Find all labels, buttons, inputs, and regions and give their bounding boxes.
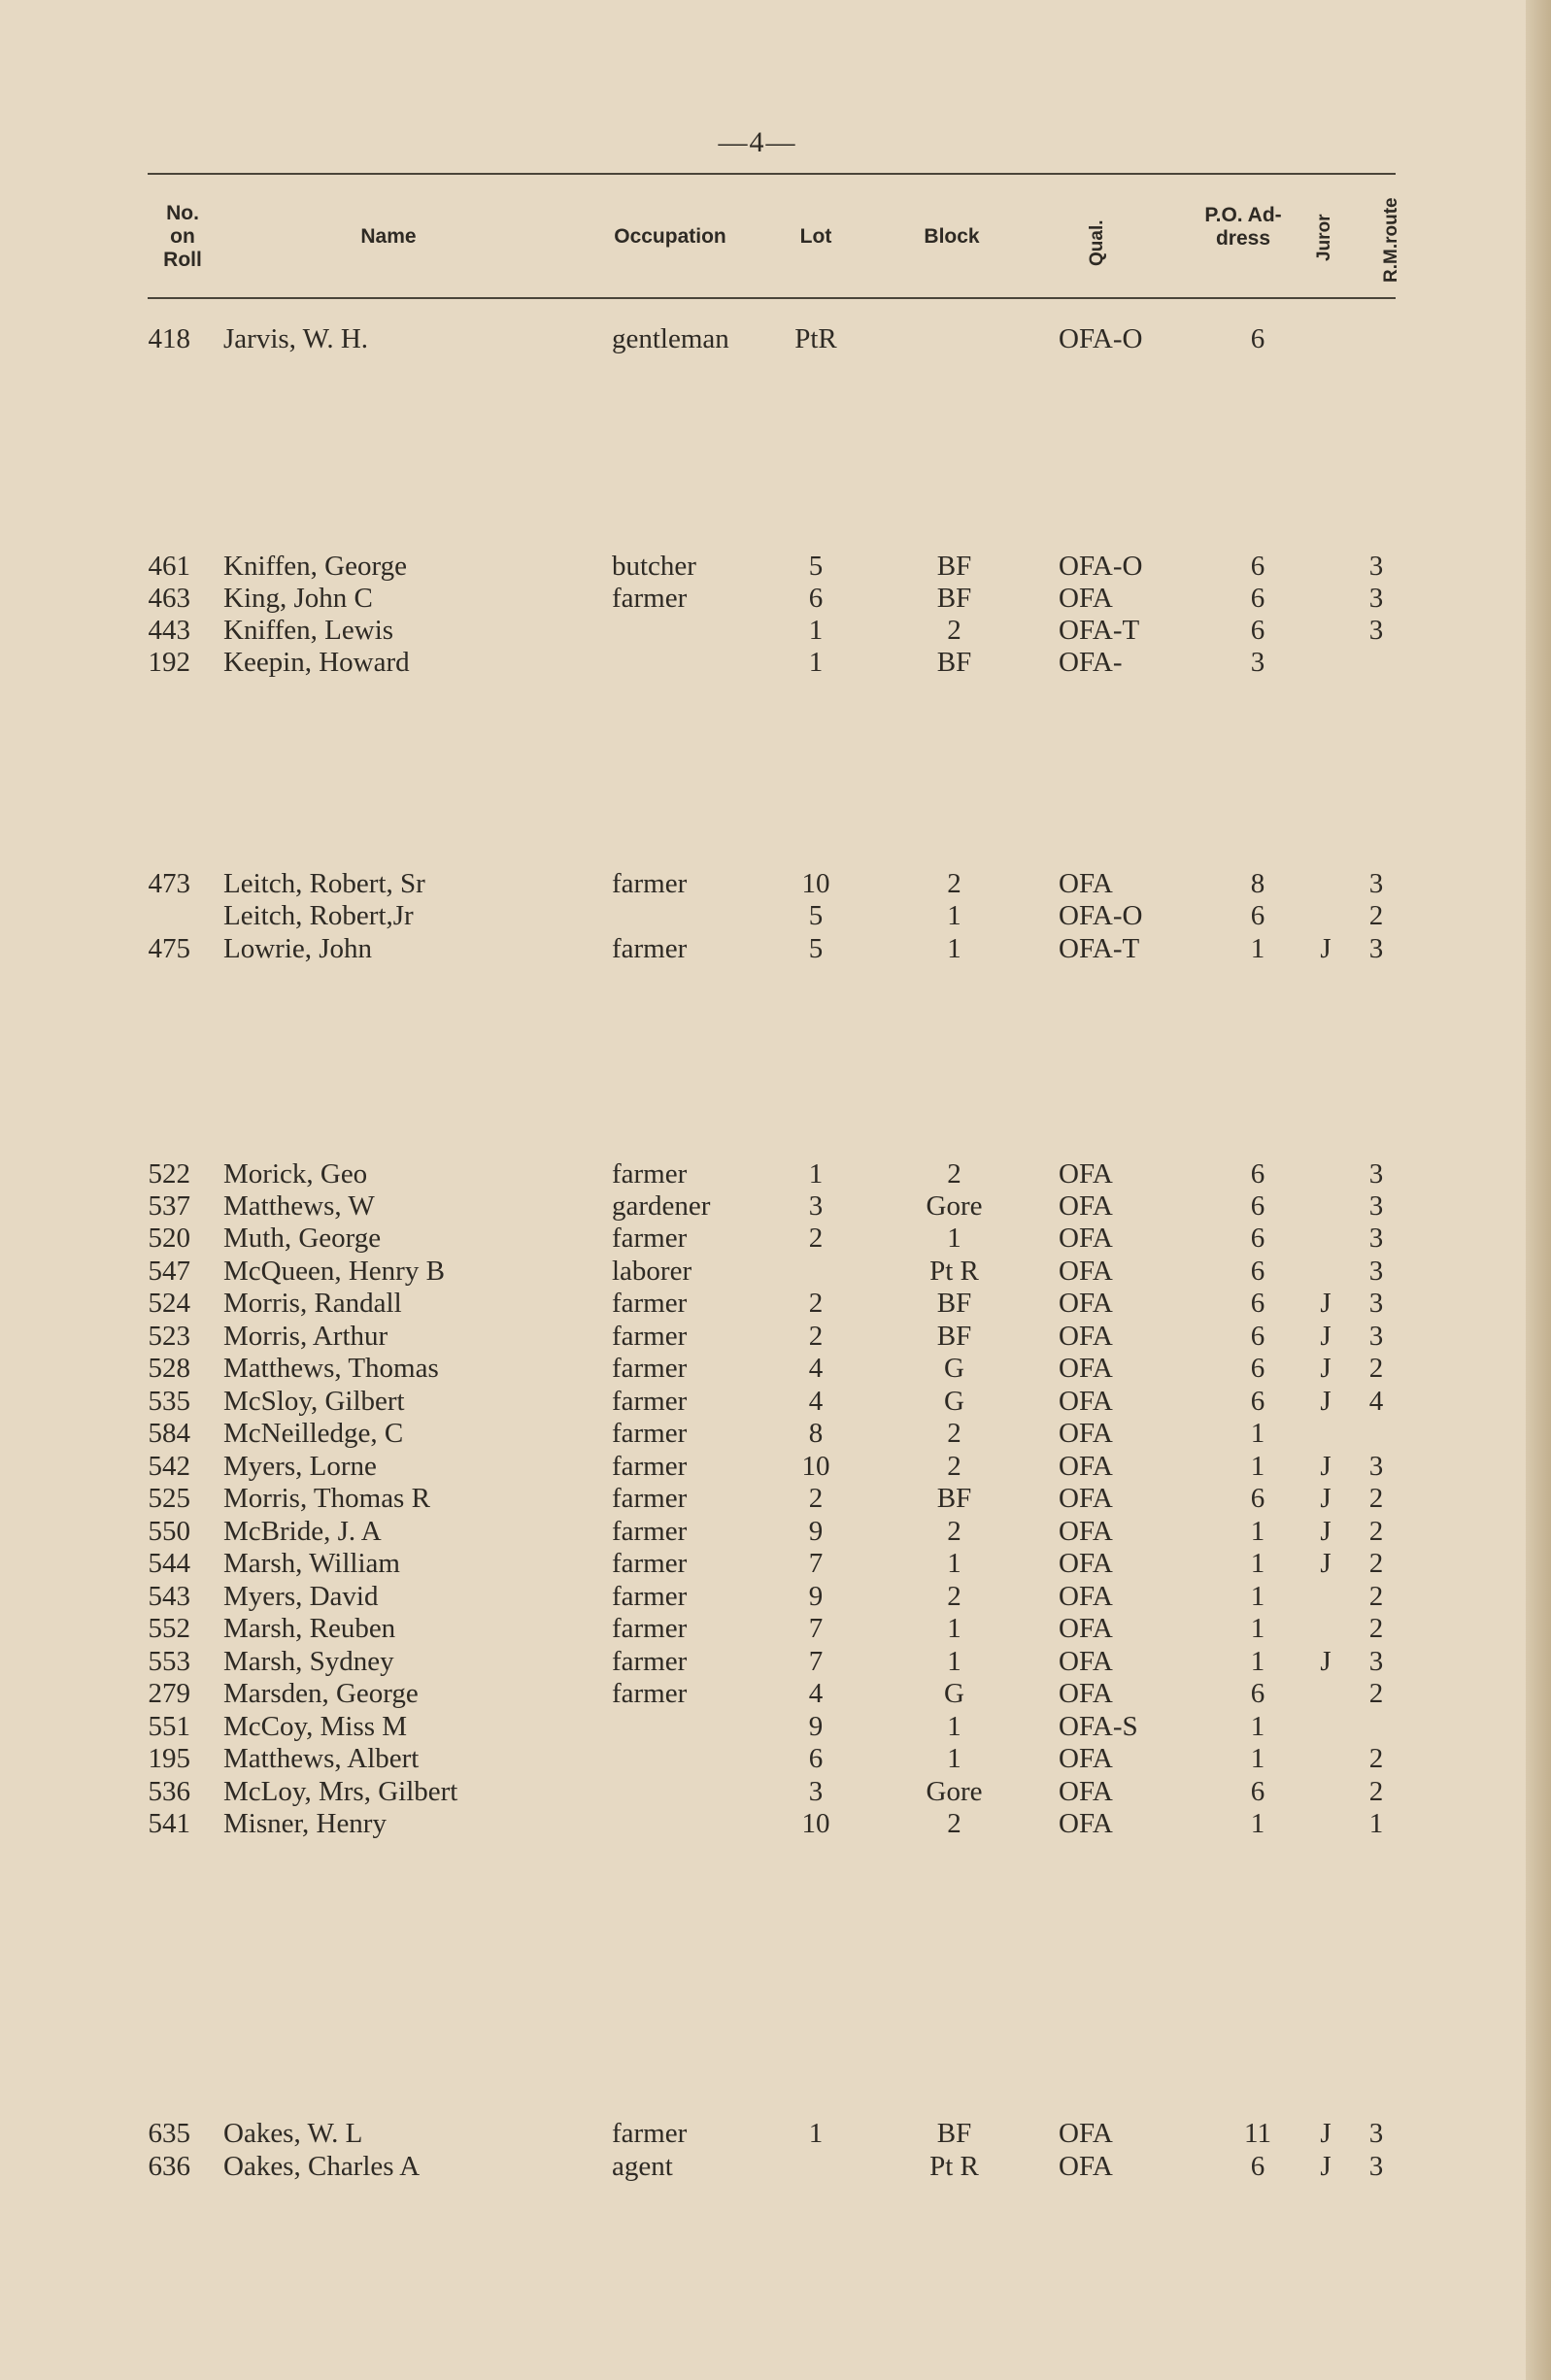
cell-lot: 5 xyxy=(808,933,824,964)
cell-name: Morris, Arthur xyxy=(223,1321,388,1352)
cell-route: 3 xyxy=(1368,2151,1384,2182)
cell-qual: OFA xyxy=(1059,1353,1113,1384)
cell-route: 3 xyxy=(1368,1256,1384,1287)
cell-occupation: gentleman xyxy=(612,323,729,354)
cell-block: Pt R xyxy=(929,2151,979,2182)
cell-qual: OFA-O xyxy=(1059,323,1143,354)
cell-juror: J xyxy=(1320,1516,1332,1547)
cell-route: 3 xyxy=(1368,1321,1384,1352)
cell-lot: 7 xyxy=(808,1646,824,1677)
cell-name: Jarvis, W. H. xyxy=(223,323,369,354)
header-roll: No. on Roll xyxy=(163,202,202,271)
cell-block: 2 xyxy=(947,1451,961,1482)
cell-occupation: farmer xyxy=(612,2118,688,2149)
table-row xyxy=(0,1580,1551,1613)
table-row xyxy=(0,1742,1551,1775)
cell-roll: 584 xyxy=(148,1418,190,1449)
cell-block: 1 xyxy=(947,1223,961,1254)
cell-roll: 418 xyxy=(148,323,190,354)
cell-lot: 6 xyxy=(808,583,824,614)
cell-lot: 2 xyxy=(808,1483,824,1514)
cell-lot: 3 xyxy=(808,1776,824,1807)
cell-route: 3 xyxy=(1368,1646,1384,1677)
cell-po: 1 xyxy=(1250,1808,1265,1839)
cell-name: Myers, David xyxy=(223,1581,379,1612)
cell-po: 6 xyxy=(1250,2151,1265,2182)
cell-name: Oakes, W. L xyxy=(223,2118,363,2149)
cell-qual: OFA xyxy=(1059,2118,1113,2149)
cell-route: 2 xyxy=(1368,1516,1384,1547)
cell-qual: OFA xyxy=(1059,1678,1113,1709)
cell-qual: OFA xyxy=(1059,2151,1113,2182)
cell-roll: 463 xyxy=(148,583,190,614)
cell-route: 4 xyxy=(1368,1386,1384,1417)
cell-route: 3 xyxy=(1368,933,1384,964)
cell-juror: J xyxy=(1320,2118,1332,2149)
table-row xyxy=(0,2117,1551,2150)
cell-lot: 2 xyxy=(808,1223,824,1254)
header-lot: Lot xyxy=(799,225,832,248)
cell-name: Leitch, Robert, Sr xyxy=(223,868,425,899)
cell-roll: 544 xyxy=(148,1548,190,1579)
cell-roll: 522 xyxy=(148,1158,190,1190)
cell-po: 1 xyxy=(1250,1743,1265,1774)
cell-juror: J xyxy=(1320,1548,1332,1579)
cell-po: 6 xyxy=(1250,1353,1265,1384)
cell-lot: 5 xyxy=(808,900,824,931)
header-qual: Qual. xyxy=(1087,219,1107,266)
cell-block: BF xyxy=(936,1483,972,1514)
table-row xyxy=(0,646,1551,679)
cell-occupation: butcher xyxy=(612,551,696,582)
table-row xyxy=(0,1222,1551,1255)
cell-qual: OFA-O xyxy=(1059,551,1143,582)
cell-po: 6 xyxy=(1250,1678,1265,1709)
cell-block: BF xyxy=(936,1321,972,1352)
cell-route: 2 xyxy=(1368,1548,1384,1579)
cell-name: Kniffen, George xyxy=(223,551,407,582)
cell-block: Pt R xyxy=(929,1256,979,1287)
cell-po: 1 xyxy=(1250,933,1265,964)
cell-occupation: farmer xyxy=(612,1223,688,1254)
cell-lot: 10 xyxy=(801,1808,830,1839)
cell-route: 3 xyxy=(1368,583,1384,614)
cell-occupation: farmer xyxy=(612,1581,688,1612)
cell-roll: 635 xyxy=(148,2118,190,2149)
cell-po: 1 xyxy=(1250,1581,1265,1612)
cell-block: BF xyxy=(936,1288,972,1319)
cell-roll: 541 xyxy=(148,1808,190,1839)
table-row xyxy=(0,1807,1551,1840)
cell-po: 6 xyxy=(1250,900,1265,931)
cell-name: McQueen, Henry B xyxy=(223,1256,445,1287)
cell-juror: J xyxy=(1320,1386,1332,1417)
table-row xyxy=(0,1385,1551,1418)
cell-route: 2 xyxy=(1368,900,1384,931)
cell-juror: J xyxy=(1320,1483,1332,1514)
cell-block: Gore xyxy=(926,1776,983,1807)
cell-route: 3 xyxy=(1368,2118,1384,2149)
cell-route: 3 xyxy=(1368,1158,1384,1190)
cell-po: 1 xyxy=(1250,1451,1265,1482)
cell-name: Marsh, William xyxy=(223,1548,400,1579)
header-bottom-rule xyxy=(148,297,1396,299)
cell-roll: 279 xyxy=(148,1678,190,1709)
cell-po: 6 xyxy=(1250,1288,1265,1319)
table-row xyxy=(0,2150,1551,2183)
cell-qual: OFA xyxy=(1059,583,1113,614)
cell-occupation: farmer xyxy=(612,1646,688,1677)
table-row xyxy=(0,1287,1551,1320)
cell-po: 1 xyxy=(1250,1548,1265,1579)
cell-occupation: farmer xyxy=(612,1613,688,1644)
cell-block: 2 xyxy=(947,868,961,899)
cell-block: 1 xyxy=(947,1548,961,1579)
cell-block: Gore xyxy=(926,1190,983,1222)
cell-occupation: farmer xyxy=(612,1386,688,1417)
table-row xyxy=(0,582,1551,615)
cell-po: 6 xyxy=(1250,551,1265,582)
cell-occupation: gardener xyxy=(612,1190,711,1222)
cell-lot: 1 xyxy=(808,615,824,646)
cell-block: 2 xyxy=(947,1516,961,1547)
header-route: R.M.route xyxy=(1381,197,1401,283)
cell-block: BF xyxy=(936,583,972,614)
cell-po: 6 xyxy=(1250,1483,1265,1514)
cell-block: 1 xyxy=(947,1613,961,1644)
cell-occupation: farmer xyxy=(612,1288,688,1319)
table-row xyxy=(0,1677,1551,1710)
cell-block: 2 xyxy=(947,1808,961,1839)
cell-name: McCoy, Miss M xyxy=(223,1711,408,1742)
cell-name: McNeilledge, C xyxy=(223,1418,404,1449)
cell-juror: J xyxy=(1320,2151,1332,2182)
cell-roll: 475 xyxy=(148,933,190,964)
cell-name: Keepin, Howard xyxy=(223,647,410,678)
cell-lot: 10 xyxy=(801,868,830,899)
table-row xyxy=(0,1515,1551,1548)
cell-qual: OFA xyxy=(1059,1190,1113,1222)
table-row xyxy=(0,1352,1551,1385)
cell-name: Morick, Geo xyxy=(223,1158,368,1190)
cell-block: 1 xyxy=(947,1646,961,1677)
cell-block: 2 xyxy=(947,1581,961,1612)
table-row xyxy=(0,1255,1551,1288)
cell-po: 6 xyxy=(1250,1776,1265,1807)
cell-name: McSloy, Gilbert xyxy=(223,1386,405,1417)
cell-qual: OFA xyxy=(1059,1451,1113,1482)
cell-roll: 543 xyxy=(148,1581,190,1612)
cell-roll: 537 xyxy=(148,1190,190,1222)
cell-qual: OFA-T xyxy=(1059,615,1140,646)
cell-qual: OFA xyxy=(1059,1646,1113,1677)
header-block: Block xyxy=(924,225,980,248)
cell-name: Lowrie, John xyxy=(223,933,373,964)
cell-route: 3 xyxy=(1368,1451,1384,1482)
cell-route: 2 xyxy=(1368,1353,1384,1384)
cell-occupation: farmer xyxy=(612,1548,688,1579)
cell-block: G xyxy=(944,1353,964,1384)
cell-qual: OFA-T xyxy=(1059,933,1140,964)
cell-po: 6 xyxy=(1250,1256,1265,1287)
cell-route: 2 xyxy=(1368,1743,1384,1774)
cell-route: 3 xyxy=(1368,1190,1384,1222)
cell-occupation: farmer xyxy=(612,1158,688,1190)
cell-qual: OFA xyxy=(1059,1613,1113,1644)
cell-block: 1 xyxy=(947,1743,961,1774)
cell-route: 3 xyxy=(1368,1223,1384,1254)
cell-qual: OFA xyxy=(1059,1223,1113,1254)
table-row xyxy=(0,1320,1551,1353)
cell-roll: 547 xyxy=(148,1256,190,1287)
cell-occupation: farmer xyxy=(612,1516,688,1547)
cell-qual: OFA xyxy=(1059,1548,1113,1579)
cell-route: 2 xyxy=(1368,1776,1384,1807)
table-row xyxy=(0,1190,1551,1223)
cell-lot: 6 xyxy=(808,1743,824,1774)
cell-roll: 552 xyxy=(148,1613,190,1644)
cell-occupation: farmer xyxy=(612,1451,688,1482)
cell-name: McBride, J. A xyxy=(223,1516,382,1547)
table-row xyxy=(0,899,1551,932)
cell-name: Marsden, George xyxy=(223,1678,419,1709)
cell-lot: 4 xyxy=(808,1353,824,1384)
cell-name: Muth, George xyxy=(223,1223,382,1254)
cell-qual: OFA xyxy=(1059,868,1113,899)
cell-po: 8 xyxy=(1250,868,1265,899)
cell-route: 3 xyxy=(1368,615,1384,646)
cell-name: Matthews, Albert xyxy=(223,1743,420,1774)
cell-name: Marsh, Sydney xyxy=(223,1646,394,1677)
cell-block: G xyxy=(944,1678,964,1709)
cell-lot: 4 xyxy=(808,1386,824,1417)
table-row xyxy=(0,1645,1551,1678)
cell-route: 3 xyxy=(1368,1288,1384,1319)
cell-qual: OFA xyxy=(1059,1158,1113,1190)
cell-roll: 550 xyxy=(148,1516,190,1547)
cell-qual: OFA xyxy=(1059,1516,1113,1547)
cell-block: 2 xyxy=(947,1418,961,1449)
cell-lot: 9 xyxy=(808,1516,824,1547)
cell-lot: 5 xyxy=(808,551,824,582)
cell-lot: 7 xyxy=(808,1613,824,1644)
cell-name: McLoy, Mrs, Gilbert xyxy=(223,1776,458,1807)
cell-occupation: farmer xyxy=(612,583,688,614)
cell-roll: 520 xyxy=(148,1223,190,1254)
cell-lot: PtR xyxy=(794,323,837,354)
cell-lot: 4 xyxy=(808,1678,824,1709)
cell-juror: J xyxy=(1320,1646,1332,1677)
cell-roll: 523 xyxy=(148,1321,190,1352)
cell-qual: OFA xyxy=(1059,1418,1113,1449)
cell-po: 11 xyxy=(1244,2118,1271,2149)
cell-lot: 1 xyxy=(808,2118,824,2149)
cell-name: Leitch, Robert,Jr xyxy=(223,900,414,931)
cell-roll: 536 xyxy=(148,1776,190,1807)
cell-occupation: farmer xyxy=(612,1321,688,1352)
cell-po: 6 xyxy=(1250,1223,1265,1254)
cell-roll: 553 xyxy=(148,1646,190,1677)
cell-roll: 542 xyxy=(148,1451,190,1482)
cell-route: 1 xyxy=(1368,1808,1384,1839)
cell-roll: 195 xyxy=(148,1743,190,1774)
cell-roll: 524 xyxy=(148,1288,190,1319)
cell-name: Morris, Thomas R xyxy=(223,1483,430,1514)
table-row xyxy=(0,614,1551,647)
cell-block: G xyxy=(944,1386,964,1417)
table-row xyxy=(0,1775,1551,1808)
cell-juror: J xyxy=(1320,1321,1332,1352)
cell-lot: 9 xyxy=(808,1711,824,1742)
table-row xyxy=(0,1482,1551,1515)
header-name: Name xyxy=(360,225,417,248)
cell-po: 1 xyxy=(1250,1418,1265,1449)
cell-block: 2 xyxy=(947,1158,961,1190)
cell-qual: OFA-S xyxy=(1059,1711,1138,1742)
cell-route: 2 xyxy=(1368,1581,1384,1612)
cell-po: 6 xyxy=(1250,583,1265,614)
header-occupation: Occupation xyxy=(614,225,726,248)
cell-occupation: farmer xyxy=(612,1353,688,1384)
cell-qual: OFA xyxy=(1059,1776,1113,1807)
cell-occupation: laborer xyxy=(612,1256,692,1287)
cell-po: 1 xyxy=(1250,1711,1265,1742)
cell-po: 6 xyxy=(1250,1158,1265,1190)
table-row xyxy=(0,1157,1551,1190)
table-row xyxy=(0,1710,1551,1743)
cell-qual: OFA- xyxy=(1059,647,1123,678)
cell-roll: 525 xyxy=(148,1483,190,1514)
cell-block: 2 xyxy=(947,615,961,646)
cell-juror: J xyxy=(1320,1451,1332,1482)
cell-qual: OFA xyxy=(1059,1256,1113,1287)
cell-occupation: farmer xyxy=(612,1418,688,1449)
cell-name: Kniffen, Lewis xyxy=(223,615,394,646)
table-row xyxy=(0,932,1551,965)
cell-qual: OFA-O xyxy=(1059,900,1143,931)
table-row xyxy=(0,1612,1551,1645)
cell-roll: 192 xyxy=(148,647,190,678)
cell-roll: 473 xyxy=(148,868,190,899)
cell-qual: OFA xyxy=(1059,1581,1113,1612)
cell-roll: 551 xyxy=(148,1711,190,1742)
cell-route: 2 xyxy=(1368,1483,1384,1514)
table-row xyxy=(0,1417,1551,1450)
cell-block: BF xyxy=(936,2118,972,2149)
cell-roll: 535 xyxy=(148,1386,190,1417)
cell-block: BF xyxy=(936,647,972,678)
cell-lot: 9 xyxy=(808,1581,824,1612)
cell-block: 1 xyxy=(947,1711,961,1742)
cell-name: King, John C xyxy=(223,583,373,614)
cell-roll: 528 xyxy=(148,1353,190,1384)
cell-occupation: farmer xyxy=(612,1483,688,1514)
cell-route: 3 xyxy=(1368,868,1384,899)
cell-lot: 8 xyxy=(808,1418,824,1449)
table-row xyxy=(0,550,1551,583)
cell-lot: 1 xyxy=(808,1158,824,1190)
cell-lot: 10 xyxy=(801,1451,830,1482)
cell-lot: 2 xyxy=(808,1288,824,1319)
cell-qual: OFA xyxy=(1059,1808,1113,1839)
cell-block: 1 xyxy=(947,900,961,931)
cell-lot: 1 xyxy=(808,647,824,678)
cell-qual: OFA xyxy=(1059,1743,1113,1774)
cell-lot: 2 xyxy=(808,1321,824,1352)
cell-route: 2 xyxy=(1368,1678,1384,1709)
cell-po: 6 xyxy=(1250,1386,1265,1417)
cell-juror: J xyxy=(1320,1288,1332,1319)
cell-lot: 7 xyxy=(808,1548,824,1579)
cell-block: BF xyxy=(936,551,972,582)
cell-lot: 3 xyxy=(808,1190,824,1222)
cell-occupation: farmer xyxy=(612,1678,688,1709)
cell-name: Myers, Lorne xyxy=(223,1451,377,1482)
cell-occupation: farmer xyxy=(612,868,688,899)
cell-po: 1 xyxy=(1250,1516,1265,1547)
table-row xyxy=(0,1547,1551,1580)
page-number: —4— xyxy=(718,126,797,158)
cell-po: 6 xyxy=(1250,1321,1265,1352)
cell-roll: 636 xyxy=(148,2151,190,2182)
cell-juror: J xyxy=(1320,1353,1332,1384)
cell-name: Morris, Randall xyxy=(223,1288,402,1319)
cell-roll: 443 xyxy=(148,615,190,646)
cell-po: 1 xyxy=(1250,1646,1265,1677)
cell-po: 3 xyxy=(1250,647,1265,678)
cell-po: 6 xyxy=(1250,323,1265,354)
cell-po: 6 xyxy=(1250,615,1265,646)
cell-qual: OFA xyxy=(1059,1321,1113,1352)
cell-occupation: farmer xyxy=(612,933,688,964)
cell-block: 1 xyxy=(947,933,961,964)
cell-name: Matthews, W xyxy=(223,1190,375,1222)
cell-name: Misner, Henry xyxy=(223,1808,387,1839)
cell-qual: OFA xyxy=(1059,1483,1113,1514)
cell-qual: OFA xyxy=(1059,1386,1113,1417)
cell-name: Matthews, Thomas xyxy=(223,1353,439,1384)
cell-roll: 461 xyxy=(148,551,190,582)
header-po: P.O. Ad- dress xyxy=(1204,204,1282,250)
cell-route: 2 xyxy=(1368,1613,1384,1644)
header-juror: Juror xyxy=(1314,214,1334,262)
cell-route: 3 xyxy=(1368,551,1384,582)
table-row xyxy=(0,1450,1551,1483)
table-row xyxy=(0,322,1551,355)
cell-po: 6 xyxy=(1250,1190,1265,1222)
table-row xyxy=(0,867,1551,900)
cell-occupation: agent xyxy=(612,2151,673,2182)
cell-juror: J xyxy=(1320,933,1332,964)
cell-name: Marsh, Reuben xyxy=(223,1613,396,1644)
header-top-rule xyxy=(148,173,1396,175)
cell-qual: OFA xyxy=(1059,1288,1113,1319)
cell-po: 1 xyxy=(1250,1613,1265,1644)
cell-name: Oakes, Charles A xyxy=(223,2151,421,2182)
